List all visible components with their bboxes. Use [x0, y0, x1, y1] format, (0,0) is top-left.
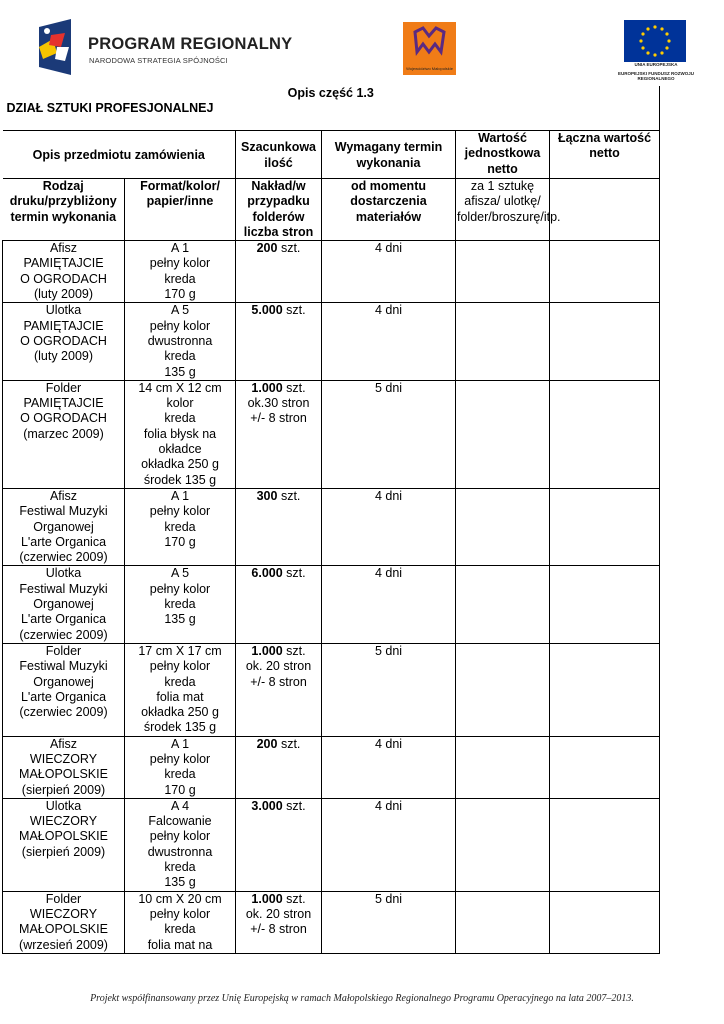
format-line: A 5 [170, 303, 190, 318]
cell-rodzaj [3, 643, 125, 736]
rodzaj-line: O OGRODACH [20, 271, 107, 286]
naklad-unit: szt. [282, 643, 306, 658]
rodzaj-line: Afisz [49, 488, 78, 503]
rodzaj-line: Afisz [49, 241, 78, 256]
format-line: kreda [164, 349, 196, 364]
format-line: kreda [164, 597, 196, 612]
cell-format [125, 241, 236, 303]
format-line: pełny kolor [149, 659, 211, 674]
rodzaj-line: PAMIĘTAJCIE [23, 396, 104, 411]
rodzaj-line: PAMIĘTAJCIE [23, 256, 104, 271]
cell-wartosc [456, 241, 550, 303]
department-title: DZIAŁ SZTUKI PROFESJONALNEJ [6, 101, 214, 116]
rodzaj-line: O OGRODACH [20, 411, 107, 426]
format-line: A 4 [170, 798, 190, 813]
naklad-unit: szt. [277, 241, 301, 256]
format-line: A 1 [170, 488, 190, 503]
format-line: okładka 250 g [141, 457, 219, 472]
cell-termin: 5 dni [322, 380, 456, 488]
cell-termin: 5 dni [322, 891, 456, 953]
col-rodzaj-header: Rodzaj druku/przybliżony termin wykonania [3, 179, 125, 241]
format-line: 170 g [164, 782, 196, 797]
format-line: dwustronna [147, 844, 213, 859]
cell-laczna [550, 891, 660, 953]
format-line: kreda [164, 860, 196, 875]
page-header [0, 0, 724, 88]
eu-flag-icon [624, 20, 686, 62]
rodzaj-line: O OGRODACH [20, 333, 107, 348]
col-laczna-header: Łączna wartość netto [550, 131, 660, 179]
cell-laczna [550, 303, 660, 380]
cell-format [125, 891, 236, 953]
format-line: kreda [164, 411, 196, 426]
rodzaj-line: Organowej [33, 597, 94, 612]
format-line: Falcowanie [148, 814, 212, 829]
naklad-unit: szt. [277, 736, 301, 751]
format-line: okładka 250 g [141, 705, 219, 720]
naklad-line [237, 644, 320, 659]
naklad-line [237, 799, 320, 814]
col-opis-header: Opis przedmiotu zamówienia [3, 131, 236, 179]
table-row [3, 891, 660, 953]
section-header-row [3, 86, 660, 131]
cell-laczna [550, 798, 660, 891]
cell-format [125, 303, 236, 380]
cell-laczna [550, 643, 660, 736]
naklad-line: +/- 8 stron [250, 674, 307, 689]
malopolska-logo-label: Województwo Małopolskie [406, 66, 453, 71]
cell-termin: 5 dni [322, 643, 456, 736]
table-row [3, 241, 660, 303]
cell-naklad [236, 303, 322, 380]
naklad-line [237, 303, 320, 318]
naklad-line: +/- 8 stron [250, 411, 307, 426]
cell-wartosc [456, 736, 550, 798]
format-line: pełny kolor [149, 829, 211, 844]
rodzaj-line: MAŁOPOLSKIE [19, 922, 108, 937]
table-row [3, 736, 660, 798]
rodzaj-line: Folder [45, 380, 82, 395]
cell-naklad [236, 566, 322, 643]
cell-laczna [550, 566, 660, 643]
col-laczna-sub [550, 179, 660, 241]
naklad-line [237, 892, 320, 907]
rodzaj-line: (luty 2009) [33, 349, 94, 364]
cell-termin: 4 dni [322, 488, 456, 565]
cell-termin: 4 dni [322, 303, 456, 380]
cell-laczna [550, 488, 660, 565]
cell-wartosc [456, 891, 550, 953]
col-za-sztuke-header: za 1 sztukę afisza/ ulotkę/ folder/broszurę/itp. [456, 179, 550, 241]
cell-naklad [236, 891, 322, 953]
cell-format [125, 643, 236, 736]
cell-wartosc [456, 488, 550, 565]
naklad-line: +/- 8 stron [250, 922, 307, 937]
naklad-value: 1.000 [251, 380, 283, 395]
format-line: 135 g [164, 875, 196, 890]
cell-rodzaj [3, 241, 125, 303]
format-line: A 1 [170, 241, 190, 256]
naklad-value: 6.000 [251, 566, 283, 581]
cell-format [125, 798, 236, 891]
cell-naklad [236, 798, 322, 891]
col-wartosc-header: Wartość jednostkowa netto [456, 131, 550, 179]
rodzaj-line: (wrzesień 2009) [19, 937, 108, 952]
naklad-line: ok. 20 stron [245, 906, 312, 921]
naklad-line [237, 381, 320, 396]
cell-termin: 4 dni [322, 566, 456, 643]
col-termin-header: Wymagany termin wykonania [322, 131, 456, 179]
cell-wartosc [456, 566, 550, 643]
table-row [3, 798, 660, 891]
rodzaj-line: WIECZORY [29, 814, 98, 829]
footer-note: Projekt współfinansowany przez Unię Europejską w ramach Małopolskiego Regionalnego Programu Operacyjnego na lata 2007–2013. [90, 993, 634, 1004]
format-line: 17 cm X 17 cm [138, 643, 222, 658]
naklad-line: ok. 20 stron [245, 659, 312, 674]
format-line: dwustronna [147, 333, 213, 348]
naklad-value: 1.000 [251, 891, 283, 906]
rodzaj-line: (czerwiec 2009) [19, 627, 108, 642]
cell-termin: 4 dni [322, 241, 456, 303]
cell-naklad [236, 488, 322, 565]
format-line: pełny kolor [149, 256, 211, 271]
naklad-unit: szt. [282, 380, 306, 395]
cell-rodzaj [3, 566, 125, 643]
cell-laczna [550, 736, 660, 798]
cell-format [125, 566, 236, 643]
format-line: kreda [164, 767, 196, 782]
format-line: 135 g [164, 612, 196, 627]
rodzaj-line: Ulotka [45, 798, 82, 813]
table-row [3, 303, 660, 380]
naklad-line [237, 489, 320, 504]
format-line: kreda [164, 519, 196, 534]
format-line: pełny kolor [149, 581, 211, 596]
naklad-unit: szt. [282, 798, 306, 813]
rodzaj-line: (czerwiec 2009) [19, 705, 108, 720]
cell-wartosc [456, 380, 550, 488]
format-line: kreda [164, 271, 196, 286]
cell-rodzaj [3, 303, 125, 380]
naklad-line: ok.30 stron [247, 396, 310, 411]
col-szacunkowa-header: Szacunkowa ilość [236, 131, 322, 179]
naklad-line [237, 241, 320, 256]
malopolska-logo-icon [403, 22, 456, 75]
format-line: 10 cm X 20 cm [138, 891, 222, 906]
format-line: A 5 [170, 566, 190, 581]
rodzaj-line: Ulotka [45, 303, 82, 318]
format-line: folia mat na [147, 937, 213, 952]
cell-laczna [550, 380, 660, 488]
cell-rodzaj [3, 891, 125, 953]
eu-label: UNIA EUROPEJSKA [634, 62, 678, 67]
rodzaj-line: (sierpień 2009) [21, 782, 106, 797]
rodzaj-line: MAŁOPOLSKIE [19, 829, 108, 844]
naklad-value: 3.000 [251, 798, 283, 813]
col-format-header: Format/kolor/ papier/inne [125, 179, 236, 241]
cell-rodzaj [3, 380, 125, 488]
cell-laczna [550, 241, 660, 303]
naklad-unit: szt. [282, 303, 306, 318]
cell-rodzaj [3, 736, 125, 798]
rodzaj-line: Organowej [33, 519, 94, 534]
cell-naklad [236, 643, 322, 736]
cell-termin: 4 dni [322, 798, 456, 891]
rodzaj-line: Folder [45, 891, 82, 906]
naklad-value: 5.000 [251, 303, 283, 318]
format-line: kreda [164, 922, 196, 937]
format-line: A 1 [170, 736, 190, 751]
rodzaj-line: WIECZORY [29, 751, 98, 766]
rodzaj-line: WIECZORY [29, 906, 98, 921]
format-line: kreda [164, 674, 196, 689]
naklad-value: 1.000 [251, 643, 283, 658]
program-subtitle: NARODOWA STRATEGIA SPÓJNOŚCI [89, 56, 228, 65]
col-naklad-header: Nakład/w przypadku folderów liczba stron [236, 179, 322, 241]
format-line: pełny kolor [149, 751, 211, 766]
naklad-unit: szt. [282, 566, 306, 581]
table-row [3, 380, 660, 488]
rodzaj-line: L'arte Organica [20, 612, 107, 627]
order-table [2, 86, 660, 954]
col-od-momentu-header: od momentu dostarczenia materiałów [322, 179, 456, 241]
naklad-unit: szt. [277, 488, 301, 503]
cell-rodzaj [3, 488, 125, 565]
cell-naklad [236, 736, 322, 798]
naklad-line [237, 566, 320, 581]
format-line: folia błysk na [143, 426, 217, 441]
format-line: 14 cm X 12 cm [138, 380, 222, 395]
naklad-value: 200 [256, 241, 278, 256]
format-line: okładce [158, 442, 202, 457]
format-line: 135 g [164, 364, 196, 379]
cell-termin: 4 dni [322, 736, 456, 798]
rodzaj-line: Afisz [49, 736, 78, 751]
program-title: PROGRAM REGIONALNY [88, 35, 293, 53]
table-row [3, 566, 660, 643]
naklad-value: 200 [256, 736, 278, 751]
part-title: Opis część 1.3 [287, 86, 374, 100]
cell-rodzaj [3, 798, 125, 891]
cell-format [125, 736, 236, 798]
rodzaj-line: Organowej [33, 674, 94, 689]
rodzaj-line: Folder [45, 643, 82, 658]
rodzaj-line: Festiwal Muzyki [19, 659, 108, 674]
format-line: 170 g [164, 287, 196, 302]
cell-naklad [236, 380, 322, 488]
cell-wartosc [456, 303, 550, 380]
rodzaj-line: Festiwal Muzyki [19, 504, 108, 519]
table-row [3, 488, 660, 565]
rodzaj-line: Festiwal Muzyki [19, 581, 108, 596]
rodzaj-line: (sierpień 2009) [21, 844, 106, 859]
cell-wartosc [456, 798, 550, 891]
malopolska-emblem-icon [403, 22, 456, 62]
rodzaj-line: (luty 2009) [33, 287, 94, 302]
format-line: folia mat [156, 689, 204, 704]
cell-naklad [236, 241, 322, 303]
format-line: pełny kolor [149, 318, 211, 333]
format-line: środek 135 g [143, 472, 217, 487]
column-header-row [3, 131, 660, 179]
cell-format [125, 488, 236, 565]
rodzaj-line: PAMIĘTAJCIE [23, 318, 104, 333]
cell-wartosc [456, 643, 550, 736]
format-line: kolor [166, 396, 194, 411]
format-line: środek 135 g [143, 720, 217, 735]
format-line: pełny kolor [149, 906, 211, 921]
format-line: 170 g [164, 534, 196, 549]
naklad-value: 300 [256, 488, 278, 503]
rodzaj-line: Ulotka [45, 566, 82, 581]
rodzaj-line: L'arte Organica [20, 534, 107, 549]
rodzaj-line: (marzec 2009) [23, 426, 104, 441]
column-subheader-row [3, 179, 660, 241]
format-line: pełny kolor [149, 504, 211, 519]
table-row [3, 643, 660, 736]
program-regionalny-logo-icon [35, 17, 75, 77]
rodzaj-line: L'arte Organica [20, 689, 107, 704]
naklad-unit: szt. [282, 891, 306, 906]
rodzaj-line: (czerwiec 2009) [19, 550, 108, 565]
rodzaj-line: MAŁOPOLSKIE [19, 767, 108, 782]
eu-fund-label: EUROPEJSKI FUNDUSZ ROZWOJU REGIONALNEGO [618, 71, 695, 81]
cell-format [125, 380, 236, 488]
naklad-line [237, 737, 320, 752]
